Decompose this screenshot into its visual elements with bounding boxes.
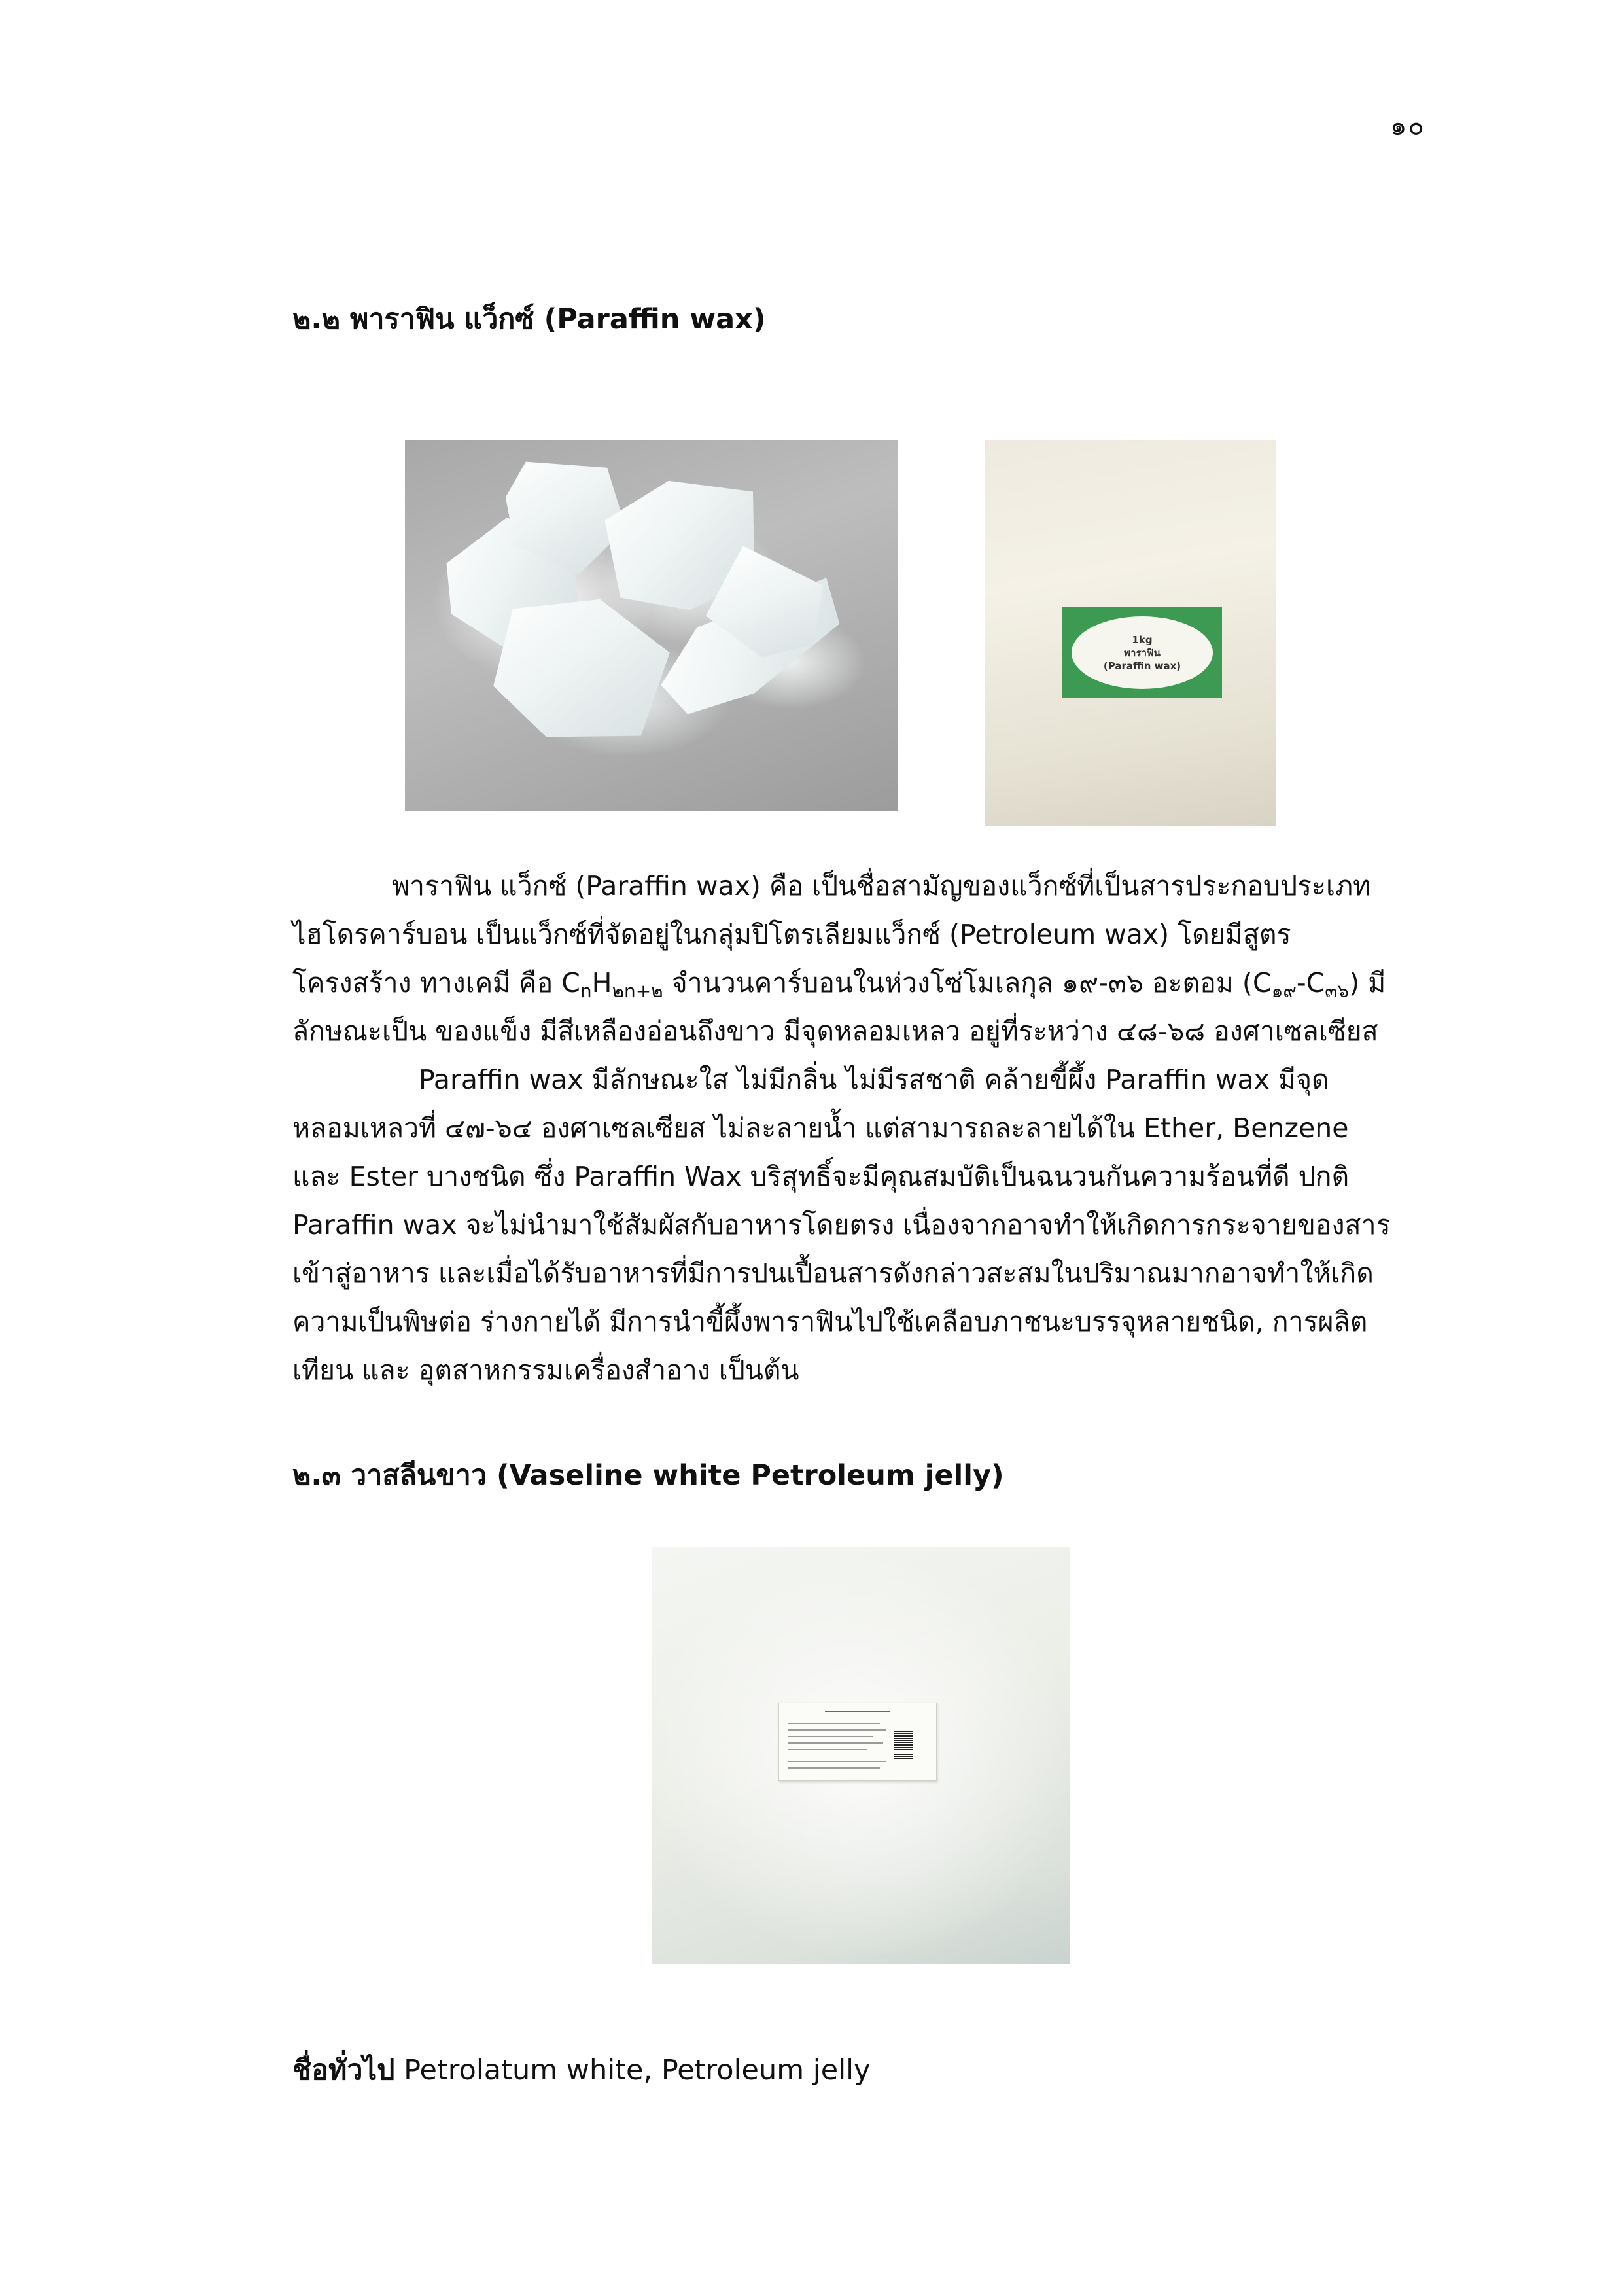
paragraph-text: ) มีลักษณะเป็น ของแข็ง มีสีเหลืองอ่อนถึงขาว มีจุดหลอมเหลว อยู่ที่ระหว่าง ๔๘-๖๘ องศาเซลเซียส bbox=[292, 967, 1386, 1047]
paraffin-pack-photo bbox=[985, 440, 1276, 826]
label-text-line bbox=[788, 1767, 880, 1769]
subscript: ๓๖ bbox=[1325, 980, 1350, 1002]
common-name-label: ชื่อทั่วไป bbox=[292, 2054, 395, 2087]
wax-chunk bbox=[487, 586, 676, 752]
page-number: ๑๐ bbox=[1390, 111, 1425, 141]
common-name-line bbox=[292, 2051, 871, 2090]
paraffin-chunks-photo bbox=[405, 440, 898, 811]
section-heading-paraffin-wax: ๒.๒ พาราฟิน แว็กซ์ (Paraffin wax) bbox=[292, 303, 766, 336]
label-text-line bbox=[788, 1729, 886, 1731]
label-text-line bbox=[788, 1761, 886, 1762]
label-text-line bbox=[788, 1736, 873, 1737]
label-text-line bbox=[788, 1742, 883, 1744]
paraffin-description-paragraph bbox=[292, 862, 1405, 1055]
label-text-line bbox=[825, 1711, 890, 1712]
label-text-line bbox=[788, 1749, 867, 1750]
subscript: ๑๙ bbox=[1271, 980, 1297, 1002]
paragraph-text: พาราฟิน แว็กซ์ (Paraffin wax) คือ เป็นชื่อสามัญของแว็กซ์ที่เป็นสารประกอบประเภท ไฮโดรคาร์บอน เป็นแว็กซ์ที่จัดอยู่ในกลุ่มปิโตรเลียมแว็กซ์ (Petroleum wax) โดยมีสูตรโครงสร้าง ทางเคมี คือ C bbox=[292, 870, 1371, 998]
product-label bbox=[778, 1703, 937, 1781]
paragraph-text: จำนวนคาร์บอนในห่วงโซ่โมเลกุล ๑๙-๓๖ อะตอม (C bbox=[663, 967, 1272, 998]
label-text-line bbox=[788, 1723, 880, 1724]
subscript: ๒n+๒ bbox=[612, 980, 663, 1002]
barcode-icon bbox=[894, 1731, 913, 1763]
pack-label bbox=[1062, 607, 1222, 698]
section-heading-vaseline: ๒.๓ วาสลีนขาว (Vaseline white Petroleum jelly) bbox=[292, 1459, 1004, 1492]
pack-label-line: พาราฟิน bbox=[1124, 646, 1161, 659]
pack-label-oval bbox=[1072, 616, 1213, 689]
pack-label-line: (Paraffin wax) bbox=[1103, 660, 1181, 672]
vaseline-pack-photo bbox=[652, 1547, 1070, 1964]
common-name-value: Petrolatum white, Petroleum jelly bbox=[394, 2054, 871, 2087]
paraffin-properties-paragraph: Paraffin wax มีลักษณะใส ไม่มีกลิ่น ไม่มีรสชาติ คล้ายขี้ผึ้ง Paraffin wax มีจุด หลอมเหลวที่ ๔๗-๖๔ องศาเซลเซียส ไม่ละลายน้ำ แต่สามารถละลายได้ใน Ether, Benzene และ Ester บางชนิด ซึ่ง Paraffin Wax บริสุทธิ์จะมีคุณสมบัติเป็นฉนวนกันความร้อนที่ดี ปกติ Paraffin wax จะไม่นำมาใช้สัมผัสกับอาหารโดยตรง เนื่องจากอาจทำให้เกิดการกระจายของสารเข้าสู่อาหาร และเมื่อได้รับอาหารที่มีการปนเปื้อนสารดังกล่าวสะสมในปริมาณมากอาจทำให้เกิดความเป็นพิษต่อ ร่างกายได้ มีการนำขี้ผึ้งพาราฟินไปใช้เคลือบภาชนะบรรจุหลายชนิด, การผลิตเทียน และ อุตสาหกรรมเครื่องสำอาง เป็นต้น bbox=[292, 1064, 1391, 1386]
pack-label-line: 1kg bbox=[1132, 633, 1153, 646]
paragraph-text: H bbox=[591, 967, 612, 998]
paragraph-text: -C bbox=[1296, 967, 1325, 998]
subscript: n bbox=[580, 980, 592, 1002]
